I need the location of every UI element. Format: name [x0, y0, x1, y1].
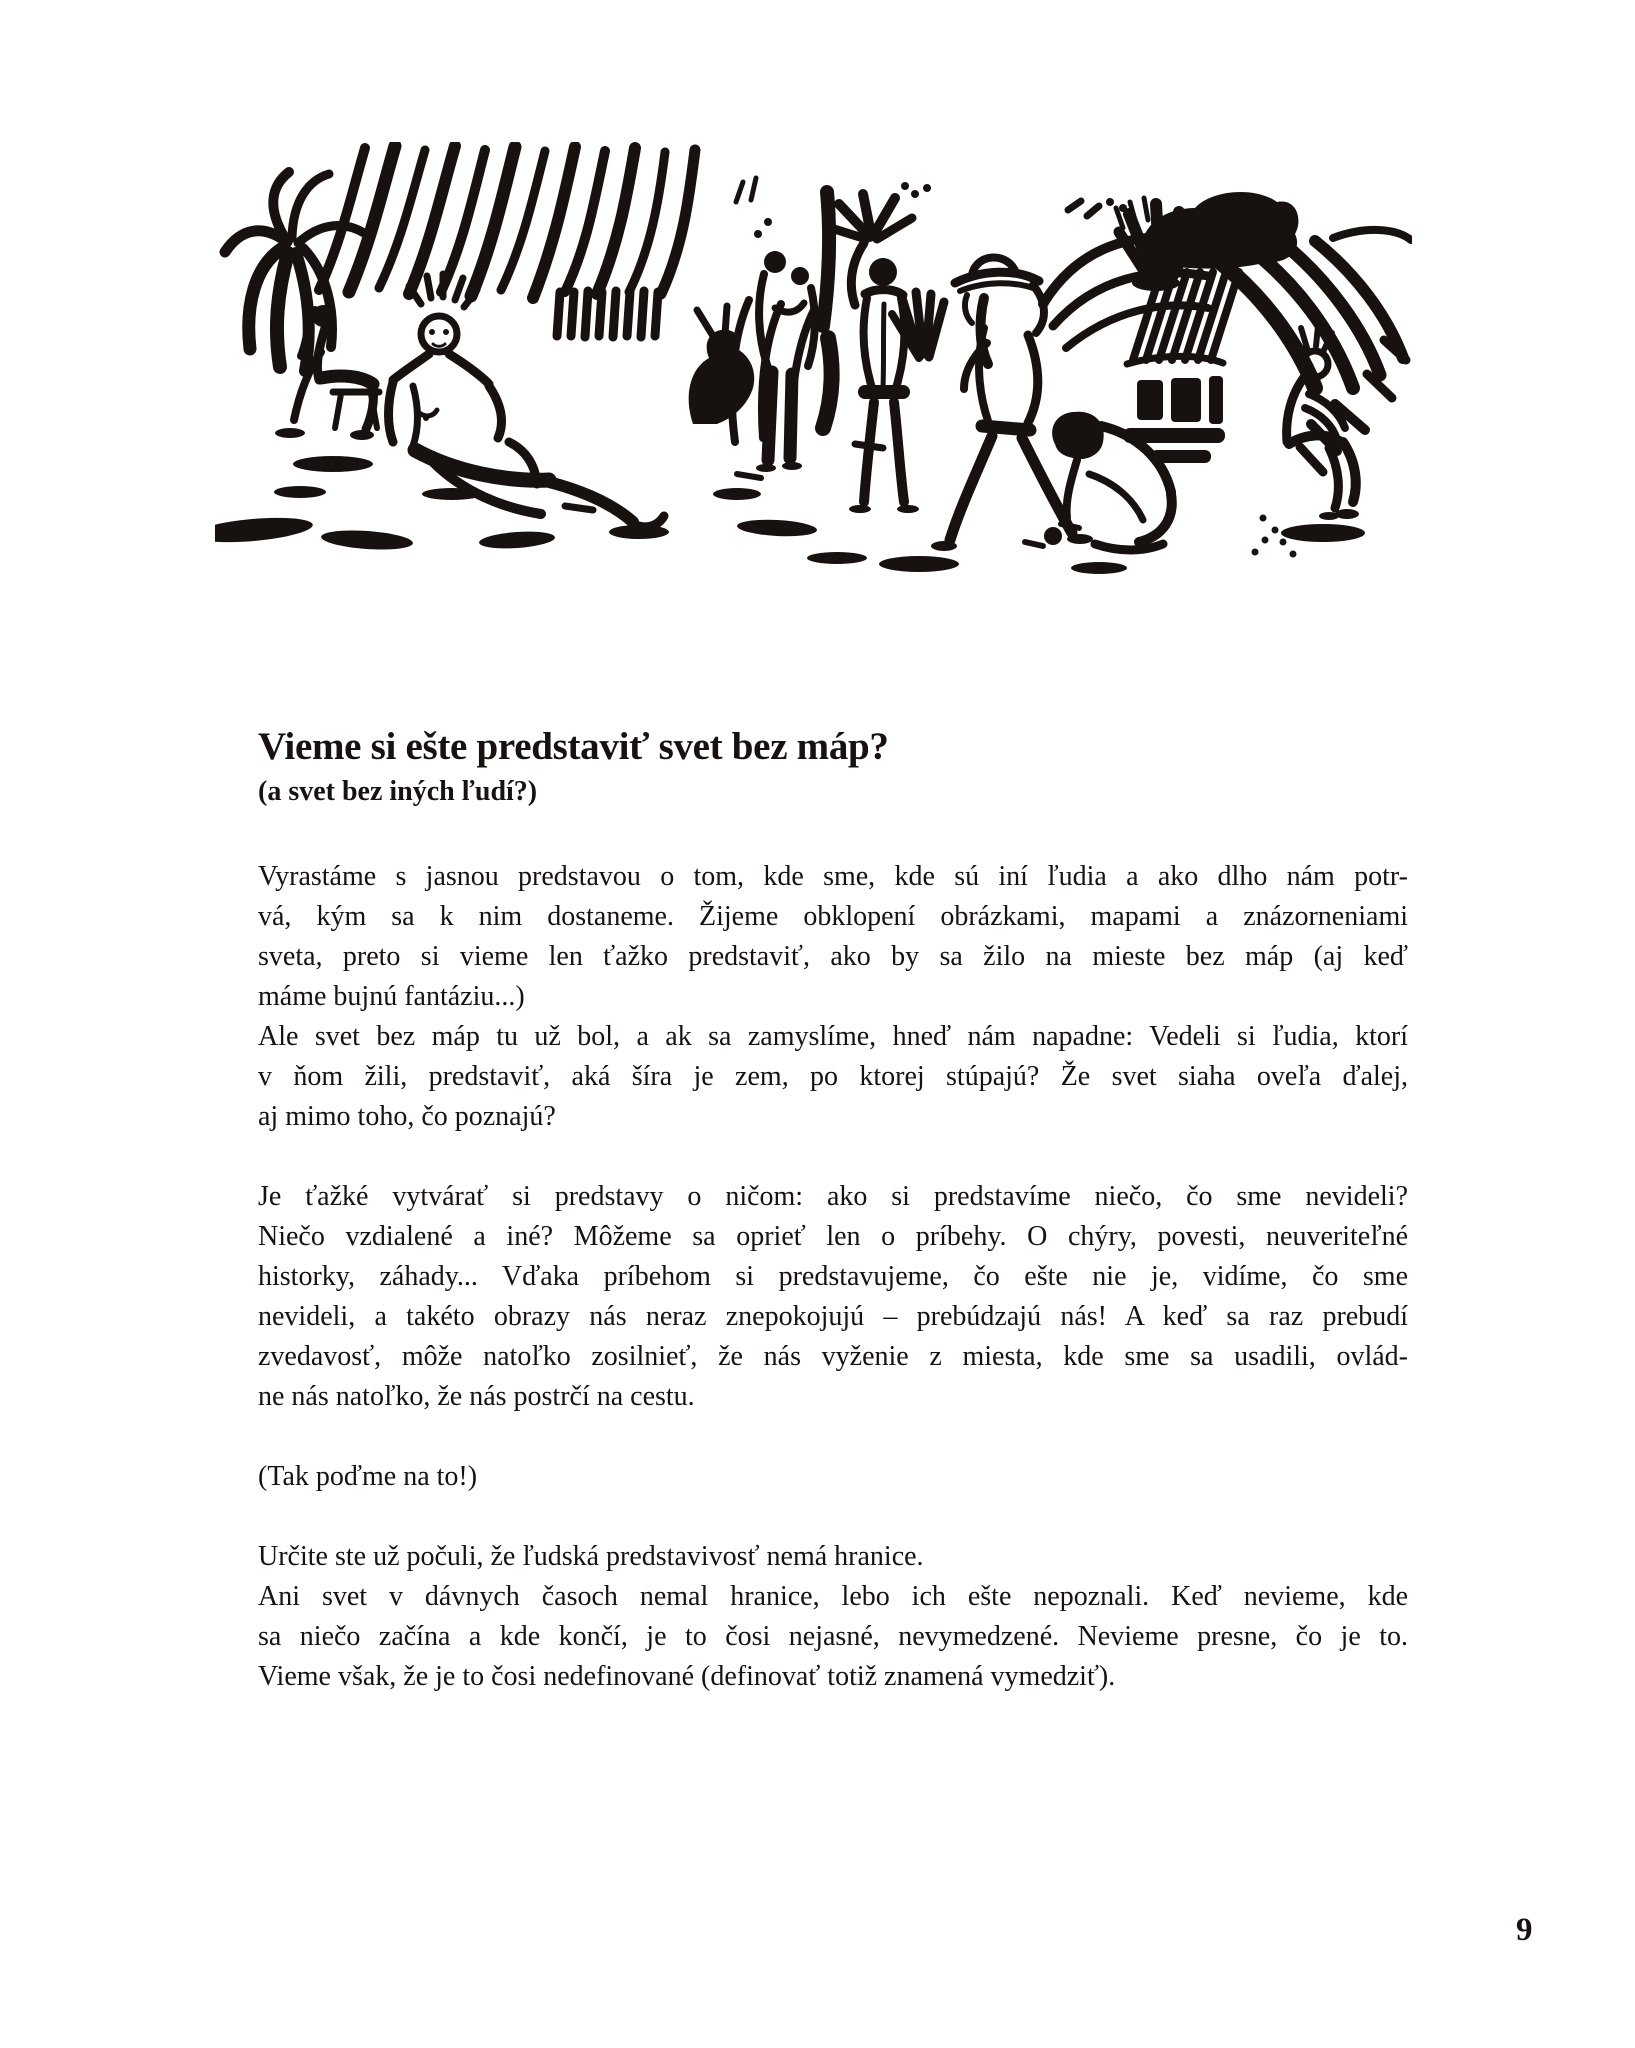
text-line: Vyrastáme s jasnou predstavou o tom, kde sme, kde sú iní ľudia a ako dlho nám potr-	[258, 861, 1408, 892]
paragraph	[258, 1537, 1408, 1577]
text-line: Je ťažké vytvárať si predstavy o ničom: ako si predstavíme niečo, čo sme nevideli?	[258, 1181, 1408, 1212]
text-line: aj mimo toho, čo poznajú?	[258, 1101, 556, 1132]
text-line: sa niečo začína a kde končí, je to čosi nejasné, nevymedzené. Nevieme presne, čo je to.	[258, 1621, 1408, 1652]
linocut-scene-svg	[215, 142, 1412, 574]
seated-figure-spiky-hair	[389, 274, 665, 527]
text-line: nevideli, a takéto obrazy nás neraz znepokojujú – prebúdzajú nás! A keď sa raz prebudí	[258, 1301, 1408, 1332]
chapter-subtitle: (a svet bez iných ľudí?)	[258, 776, 538, 807]
text-line: ne nás natoľko, že nás postrčí na cestu.	[258, 1381, 695, 1412]
text-line: vá, kým sa k nim dostaneme. Žijeme obklopení obrázkami, mapami a znázorneniami	[258, 901, 1408, 932]
page-number: 9	[1516, 1912, 1533, 1948]
text-line: Vieme však, že je to čosi nedefinované (definovať totiž znamená vymedziť).	[258, 1661, 1116, 1692]
text-line: Určite ste už počuli, že ľudská predstavivosť nemá hranice.	[258, 1541, 924, 1572]
paragraph	[258, 1577, 1408, 1697]
text-line: Ale svet bez máp tu už bol, a ak sa zamyslíme, hneď nám napadne: Vedeli si ľudia, ktorí	[258, 1021, 1408, 1052]
paragraph	[258, 1017, 1408, 1137]
text-line: historky, záhady... Vďaka príbehom si predstavujeme, čo ešte nie je, vidíme, čo sme	[258, 1261, 1408, 1292]
chapter-title: Vieme si ešte predstaviť svet bez máp?	[258, 725, 889, 768]
paragraph	[258, 857, 1408, 1017]
text-line: sveta, preto si vieme len ťažko predstaviť, ako by sa žilo na mieste bez máp (aj keď	[258, 941, 1408, 972]
body-text	[258, 857, 1408, 1697]
paragraph	[258, 1177, 1408, 1417]
chapter-illustration	[215, 142, 1412, 574]
text-line: máme bujnú fantáziu...)	[258, 981, 525, 1012]
text-line: zvedavosť, môže natoľko zosilnieť, že nás vyženie z miesta, kde sme sa usadili, ovlád-	[258, 1341, 1408, 1372]
paragraph	[258, 1457, 1408, 1497]
text-line: (Tak poďme na to!)	[258, 1461, 478, 1492]
text-line: Niečo vzdialené a iné? Môžeme sa oprieť len o príbehy. O chýry, povesti, neuveriteľné	[258, 1221, 1408, 1252]
text-line: Ani svet v dávnych časoch nemal hranice, lebo ich ešte nepoznali. Keď nevieme, kde	[258, 1581, 1408, 1612]
hatching-strokes	[319, 146, 695, 298]
walking-figure-hat	[950, 257, 1072, 540]
chapter-text	[258, 727, 1408, 1697]
palm-tree-left	[225, 172, 364, 371]
text-line: v ňom žili, predstaviť, aká šíra je zem, po ktorej stúpajú? Že svet siaha oveľa ďalej,	[258, 1061, 1408, 1092]
